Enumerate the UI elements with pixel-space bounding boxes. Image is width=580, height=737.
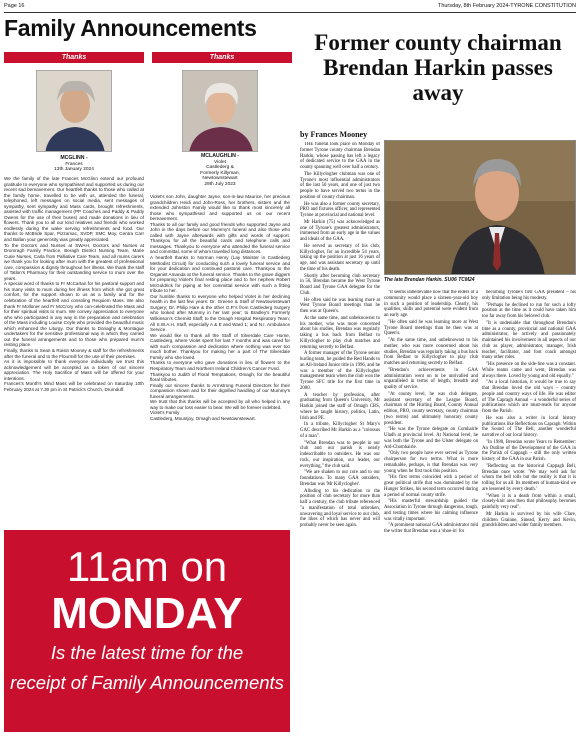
mclaughlin-place3: Newtownstewart xyxy=(202,176,238,182)
portrait-image xyxy=(37,71,112,152)
family-announcements-header xyxy=(4,14,292,66)
publication-date: Thursday, 8th February 2024-TYRONE CONSTITUTION xyxy=(437,3,576,9)
article-paragraph: "It seems unbelievable now that the elders of a community would place a sixteen-year-old boy in such a position of leadership. Clearly, his qualities, skills and potential were evident from an early age. xyxy=(384,290,478,318)
masthead-rule xyxy=(4,12,576,13)
mclaughlin-paragraph: Finally our sincere thanks to Armstrong Funeral Directors for their compassion shown and for their dignified handling of our Mummy's funeral arrangements. xyxy=(150,382,290,399)
article-paragraph: "What Brendan was to people in our club and our parish is nearly indescribable to outsiders. He was our rock, our inspiration, our leader, our everything," the club said. xyxy=(300,440,380,469)
article-paragraph: "A prominent national GAA administrator told the writer that Brendan was a 'shoe-in' for xyxy=(384,523,478,534)
article-paragraph: "As a local historian, it would be true to say that Brendan loved the old ways – country people and country ways of life. He was editor of The Capragh Annual – a wonderful series of publications which are must-reads for anyone from the Parish. xyxy=(482,380,576,414)
advert-line3: Is the latest time for the xyxy=(50,642,244,663)
article-paragraph: "At the same time, and unbeknownst to his mother, who was more concerned about his studies, Brendan was regularly taking a bus back from Belfast to Killyclogher to play club matches and returning secretly to Belfast. xyxy=(384,338,478,366)
article-paragraph: "Perhaps he declined to run for such a lofty position at the time as it could have taken him too far away from his beloved club. xyxy=(482,302,576,319)
family-announcements-title: Family Announcements xyxy=(4,15,257,41)
article-paragraph: "Brendan's achievements in GAA administration went on to be unrivalled and unparalleled in terms of length, breadth and quality of service. xyxy=(384,367,478,390)
article-paragraph: Alluding to his dedication to the position of club secretary for more than half a century, the club tribute referenced "a manifestation of total unbroken, unwavering and loyal service to our club, the likes of which has never and will probably never be seen again. xyxy=(300,488,380,528)
article-paragraph: "His masterful stewardship guided the Association in Tyrone through dangerous, tough, and testing times where his calming influence was vitally important. xyxy=(384,499,478,522)
mcglinn-caption xyxy=(20,156,128,173)
mclaughlin-signoff: Violet's Family xyxy=(150,410,180,416)
mclaughlin-paragraph: Thanks to everyone who gave donations in lieu of flowers to the Respiratory Team and Northern Ireland Children's Cancer Fund. xyxy=(150,360,290,371)
article-paragraph: He often said he was learning more at West Tyrone Board meetings than he then was at Queen's. xyxy=(300,297,380,314)
article-paragraph: At the same time, and unbeknownst to his mother, who was more concerned about his studies, Brendan was regularly taking a bus back from Belfast to Killyclogher to play club matches and returning secretly to Belfast. xyxy=(300,315,380,350)
article-paragraph: "When it is a death from within a small, closely-knit area then that philosophy becomes painfully very real". xyxy=(482,493,576,510)
article-paragraph: He was also a former county secretary, PRO and fixtures officer, and represented Tyrone at provincial and national level. xyxy=(300,201,380,218)
mcglinn-paragraph: To the Doctors and Nurses at SWAH, Doctors and Nurses at Drumragh Family Practice, Beragh District Nursing Team, Marie Curie Nurses, Carla from Palliative Care Team, and all mums carers we thank you for looking after mum with the greatest of professional care, compassion & dignity throughout her illness. We thank the staff of Tatlon's Pharmacy for their outstanding service to mum over the years. xyxy=(4,242,144,281)
mclaughlin-paragraph: Thankyou to Judith of Floral Temptations, Omagh, for the beautiful floral tributes. xyxy=(150,371,290,383)
mcglinn-notice-text xyxy=(4,176,144,526)
mcglinn-paragraph: A special word of thanks to Fr McCartan for his pastoral support and his many visits to mum during her illness from which she got great comfort, for the support shown to us as a family and for the celebration of the heartfelt and consoling Requiem Mass. We also thank Fr Molloner and Fr McCrory who con-celebrated the Mass and for their spiritual visits to mum. We convey appreciation to everyone who who participated in any way in the preparation and celebration of the Mass including Louise Coyle who provided the beautiful music which enhanced the Liturgy. Our thanks to Donaghy & Montague undertakers for the sensitive professional way in which they carried out the funeral arrangements and to those who prepared mum's resting place. xyxy=(4,281,144,348)
advert-day: MONDAY xyxy=(51,589,243,638)
mcglinn-name: MCGLINN - xyxy=(60,155,88,161)
article-paragraph: "It is undeniable that throughout Brendan's time as a county, provincial and national GAA administrator, he actively and passionately maintained his involvement in all aspects of our club as player, administrator, manager, Irish teacher, facilitator, and foot coach amongst many other roles. xyxy=(482,320,576,361)
article-paragraph: "At county level, he was club delegate, assistant secretary of the League Board, chairman of the Hurling Board, County Annual edition, PRO, county secretary, county chairman (two terms) and ultimately honorary county president. xyxy=(384,391,478,426)
advert-line4: receipt of Family Announcements xyxy=(10,672,284,693)
article-paragraph: The Killyclogher clubman was one of Tyrone's most influential administrators of the last 50 years, and one of just two people to have served two terms in the position of county chairman. xyxy=(300,171,380,200)
mcglinn-photo xyxy=(36,70,112,152)
article-paragraph: "His first terms coincided with a period of great political strife that was dominated by the Hunger Strikes, his second term occurred during a period of normal county strife. xyxy=(384,475,478,498)
thanks-bar-right: Thanks xyxy=(152,52,292,63)
article-paragraph: In a tribute, Killyclogher St Mary's GAC described Mr Harkin as a "colossus of a man". xyxy=(300,422,380,439)
article-paragraph: Shortly after becoming club secretary in 56, Brendan became the West Tyrone Board and Tyrone GAA delegate for the Club. xyxy=(300,273,380,296)
mclaughlin-paragraph: A heartfelt thanks to Norman Henry (Lay Minister in Castlederg Methodist Circuit) for conducting such a lovely funeral service and for your dedication and continued pastoral care. Thankyou to the Organist Amanda at the funeral service. Thanks to the grave diggers for preparing Violet's final resting place and to her nephew Robert McGoldrick for piping at her committal service with such a fitting tribute to her. xyxy=(150,255,290,294)
thanks-bar-left: Thanks xyxy=(4,52,144,63)
article-paragraph: "His presence on the side-line was a constant. While teams came and went, Brendan was always there. Loved by young and old equally." xyxy=(482,362,576,379)
mcglinn-firstname: Frances xyxy=(65,161,83,167)
photo-caption: The late Brendan Harkin. SU06 TCM24 xyxy=(384,277,475,283)
mclaughlin-place2: Formerly Killyman, xyxy=(200,170,240,176)
mclaughlin-paragraph: Our humble thanks to everyone who helped Violet in her declining health in the last few years: Dr. Greene & Staff of Newtownstewart Surgery; Dr. Philip Hare & the other G.P.'s from Castlederg Surgery who looked after Mummy in her last year; to Bradley's Formerly Wilkinson's Chemist Staff; to the Omagh Hospital Respiratory Team; All S.W.A.H. Staff, especially A & E and Ward 1; and N.I. Ambulance Service. xyxy=(150,293,290,333)
mclaughlin-places: Castlederg, Mountjoy, Omagh and Newtownstewart. xyxy=(150,415,256,421)
mcglinn-paragraph: Finally, thanks to Sean & Roisin Mooney & staff for the refreshments after the funeral and to the Flourmill for the use of their premises. xyxy=(4,347,144,359)
article-paragraph: "In 1980, Brendan wrote Years to Remember: An Outline of the Development of the GAA in the Parish of Cappagh – still the only written history of the GAA in our Parish. xyxy=(482,439,576,462)
article-paragraph: "He often said he was learning more at West Tyrone Board meetings than he then was at Queen's. xyxy=(384,319,478,337)
article-column-1 xyxy=(300,142,380,732)
mcglinn-paragraph: Frances's Month's Mind Mass will be celebrated on Saturday 10th February 2024 at 7.30 pm in St Patrick's Church, Drumduff. xyxy=(4,381,144,392)
mclaughlin-notice-text xyxy=(150,194,290,526)
mclaughlin-firstname: Violet xyxy=(214,159,226,165)
mcglinn-paragraph: As it is impossible to thank everyone individually we trust this acknowledgement will be accepted as a token of our sincere appreciation. The Holy Sacrifice of Mass will be offered for your intentions. xyxy=(4,359,144,381)
portrait-image xyxy=(385,141,576,275)
mclaughlin-date: 29th July 2023 xyxy=(204,181,236,187)
article-column-3 xyxy=(482,290,576,732)
article-paragraph: "Only two people have ever served as Tyrone chairperson for two terms. What is more remarkable, perhaps, is that Brendan was very young when he first took this position. xyxy=(384,451,478,474)
article-paragraph: "We are shaken to our core and to our foundations. To many GAA outsiders, Brendan was 'Mr Killyclogher'. xyxy=(300,470,380,487)
mclaughlin-paragraph: We trust that this thanks will be accepted by all who helped in any way to make our loss easier to bear. We will be forever indebted. xyxy=(150,399,290,410)
masthead xyxy=(4,3,576,13)
article-paragraph: He was also a writer in local history publications like Reflections on Capragh: Within the Sound of The Bell, another wonderful narrative of our local history. xyxy=(482,415,576,438)
mcglinn-date: 13th January 2024 xyxy=(54,167,94,173)
mclaughlin-name: MCLAUGHLIN - xyxy=(200,153,240,159)
article-headline: Former county chairman Brendan Harkin passes away xyxy=(314,30,562,105)
mclaughlin-caption xyxy=(166,154,274,188)
article-column-2 xyxy=(384,290,478,732)
page-number: Page 16 xyxy=(4,3,25,9)
article-paragraph: THE funeral took place on Monday of former Tyrone county chairman Brendan Harkin, whose passing has left a legacy of dedicated service to the GAA in the county spanning well over half a century. xyxy=(300,142,380,170)
brendan-harkin-photo xyxy=(384,140,576,275)
portrait-image xyxy=(183,71,258,152)
mclaughlin-place1: Castlederg & xyxy=(206,165,234,171)
mclaughlin-paragraph: Violet's son John, daughter Jayne, son-in-law Maurice, her precious grandchildren Heidi and John-Ross, her brothers, sisters and the extended Johnston Family would like to thank most sincerely all those who sympathised and supported us on our recent bereavement. xyxy=(150,194,290,222)
mclaughlin-photo xyxy=(182,70,258,152)
article-byline: by Frances Mooney xyxy=(300,130,368,139)
mclaughlin-paragraph: Thanks to all our family and good friends who supported Jayne and John in the days before our Mummy's funeral and also those who called with Jayne afterwards with gifts and words of support. Thankyou for all the beautiful cards and telephone calls and messages. Thankyou to everyone who attended the funeral service and committal, some of whom travelled long distances. xyxy=(150,221,290,255)
article-paragraph: A former manager of the Tyrone senior hurling team, he guided the Red Hands to an All-Ireland Junior title in 1996, and he was a member of the Killyclogher management team when the club won the Tyrone SFC title for the first time in 2000. xyxy=(300,351,380,391)
article-paragraph: A teacher by profession, after graduating from Queen's University, Mr Harkin joined the staff of Omagh CBS, where he taught history, politics, Latin, Irish and PE. xyxy=(300,392,380,421)
article-paragraph: Mr Harkin (75) was acknowledged as one of Tyrone's greatest administrators, immersed from an early age in the values and ideals of the GAA. xyxy=(300,219,380,242)
advert-time: 11am on xyxy=(66,543,228,590)
article-paragraph: Mr Harkin is survived by his wife Clare, children Grainne, Sinead, Kerry and Kevin, grandchildren and wider family members. xyxy=(482,511,576,529)
mclaughlin-paragraph: We would like to thank all the Staff of Silverdale Care Home, Castlederg, where Violet spent her last 7 months and was cared for with such compassion and dedication where nothing was ever too much bother. Thankyou for making her a part of The Silverdale Family who she loved. xyxy=(150,332,290,360)
article-paragraph: becoming Tyrone's first GAA president – his only limitation being his modesty. xyxy=(482,290,576,301)
article-paragraph: "Reflecting on the historical Cappagh Bell, Brendan once wrote: 'We may well ask for whom the bell tolls but the reality is that it is tolling for us all. Its members of human-kind we are lessened by every death.' xyxy=(482,463,576,492)
article-paragraph: He served as secretary of his club, Killyclogher, for an incredible 54 years, taking up the position at just 16 years of age, and was assistant secretary up until the time of his death. xyxy=(300,243,380,272)
mcglinn-paragraph: We the family of the late Frances McGlinn extend our profound gratitude to everyone who sympathised and supported us during our recent sad bereavement. Our heartfelt thanks to those who called at the family home, travelled to be with us, attended the funeral, telephoned, left messages on social media, sent messages of sympathy, sent sympathy and Mass cards, brought refreshments, assisted with traffic management (PP Coaches and Paddy & Paddy Owens for the use of their buses) and made donations in lieu of flowers. Thank you to all our kind relatives and friends who worked endlessly during the wake serving refreshments and food. Our thanks to McBride Spar, Pizzamac, SVDP, SMC Moy, Centra Carr and Ballan your generosity was greatly appreciated. xyxy=(4,176,144,243)
deadline-advert xyxy=(4,530,290,732)
article-paragraph: "He was the Tyrone delegate on Comhairle Uladh at provincial level. At National level, he was both the Tyrone and the Ulster delegate on Ard-Chomhairle. xyxy=(384,427,478,450)
